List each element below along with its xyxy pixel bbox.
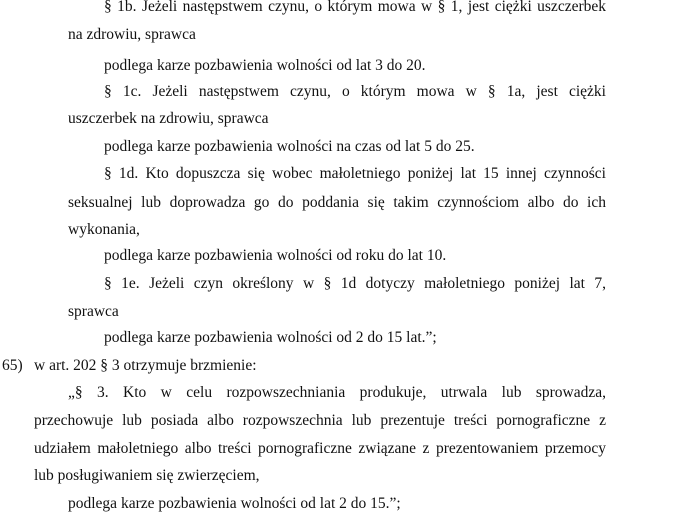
paragraph-3-line-1: „§ 3. Kto w celu rozpowszechniania produkuje, utrwala lub sprowadza, xyxy=(68,384,606,401)
paragraph-1c-penalty: podlega karze pozbawienia wolności na czas od lat 5 do 25. xyxy=(104,138,475,155)
paragraph-3-line-3: udziałem małoletniego albo treści pornograficzne związane z prezentowaniem przemocy xyxy=(34,440,606,457)
paragraph-1e-line-1: § 1e. Jeżeli czyn określony w § 1d dotyczy małoletniego poniżej lat 7, xyxy=(104,275,606,292)
paragraph-1d-line-2: seksualnej lub doprowadza go do poddania się takim czynnościom albo do ich xyxy=(68,194,606,211)
paragraph-1b-line-2: na zdrowiu, sprawca xyxy=(68,26,196,43)
paragraph-3-penalty: podlega karze pozbawienia wolności od lat 2 do 15.”; xyxy=(68,495,401,512)
paragraph-1e-line-2: sprawca xyxy=(68,303,119,320)
paragraph-1d-line-3: wykonania, xyxy=(68,221,140,238)
paragraph-1c-line-2: uszczerbek na zdrowiu, sprawca xyxy=(68,110,269,127)
paragraph-1b-line-1: § 1b. Jeżeli następstwem czynu, o którym mowa w § 1, jest ciężki uszczerbek xyxy=(104,0,606,15)
paragraph-1d-penalty: podlega karze pozbawienia wolności od roku do lat 10. xyxy=(104,247,447,264)
paragraph-1b-penalty: podlega karze pozbawienia wolności od lat 3 do 20. xyxy=(104,57,426,74)
paragraph-1c-line-1: § 1c. Jeżeli następstwem czynu, o którym mowa w § 1a, jest ciężki xyxy=(104,83,606,100)
paragraph-3-line-4: lub posługiwaniem się zwierzęciem, xyxy=(34,467,260,484)
list-item-text: w art. 202 § 3 otrzymuje brzmienie: xyxy=(34,357,257,374)
list-item-number: 65) xyxy=(2,357,23,374)
paragraph-1e-penalty: podlega karze pozbawienia wolności od 2 do 15 lat.”; xyxy=(104,329,437,346)
paragraph-3-line-2: przechowuje lub posiada albo rozpowszechnia lub prezentuje treści pornograficzne z xyxy=(34,412,606,429)
paragraph-1d-line-1: § 1d. Kto dopuszcza się wobec małoletniego poniżej lat 15 innej czynności xyxy=(104,165,606,182)
